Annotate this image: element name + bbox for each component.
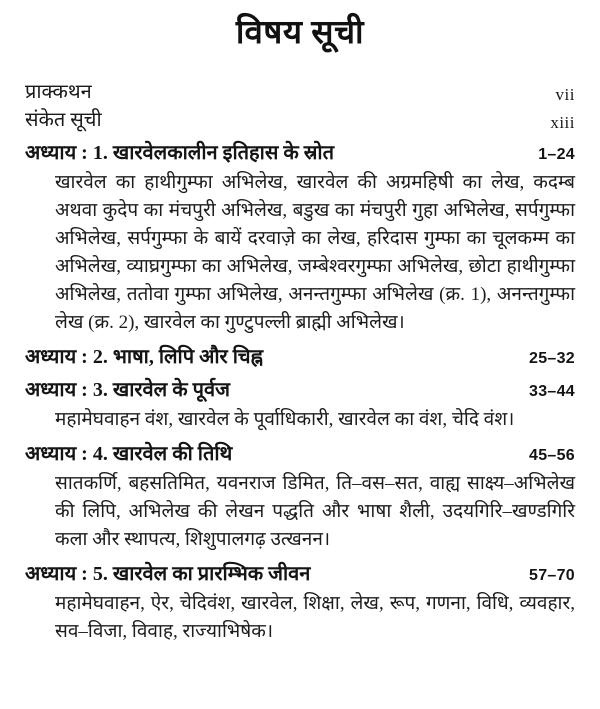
chapter-entry-2 [25,342,575,370]
chapter-entry-3 [25,375,575,403]
front-matter-row [25,105,575,133]
chapter-description: महामेघवाहन वंश, खारवेल के पूर्वाधिकारी, खारवेल का वंश, चेदि वंश। [55,409,515,430]
front-matter-row [25,77,575,105]
front-matter-label: प्राक्कथन [25,81,92,103]
chapter-page-range: 45–56 [529,447,575,464]
chapter-heading: अध्याय : 2. भाषा, लिपि और चिह्न [25,346,264,368]
chapter-page-range: 57–70 [529,567,575,584]
chapter-entry-4 [25,439,575,467]
chapter-description: महामेघवाहन, ऐर, चेदिवंश, खारवेल, शिक्षा, लेख, रूप, गणना, विधि, व्यवहार, सव–विजा, विवाह, राज्याभिषेक। [55,593,575,642]
chapter-description: खारवेल का हाथीगुम्फा अभिलेख, खारवेल की अग्रमहिषी का लेख, कदम्ब अथवा कुदेप का मंचपुरी अभिलेख, बडुख का मंचपुरी गुहा अभिलेख, सर्पगुम्फा अभिलेख, सर्पगुम्फा के बायें दरवाज़े का लेख, हरिदास गुम्फा का चूलकम्म का अभिलेख, व्याघ्रगुम्फा का अभिलेख, जम्बेश्वरगुम्फा अभिलेख, छोटा हाथीगुम्फा अभिलेख, ततोवा गुम्फा अभिलेख, अनन्तगुम्फा अभिलेख (क्र. 1), अनन्तगुम्फा लेख (क्र. 2), खारवेल का गुण्टुपल्ली ब्राह्मी अभिलेख। [55,172,575,333]
chapter-heading: अध्याय : 5. खारवेल का प्रारम्भिक जीवन [25,563,311,585]
chapter-page-range: 33–44 [529,383,575,400]
page-title: विषय सूची [235,15,365,51]
chapter-heading: अध्याय : 4. खारवेल की तिथि [25,443,233,465]
chapter-heading: अध्याय : 1. खारवेलकालीन इतिहास के स्रोत [25,142,334,164]
chapter-page-range: 25–32 [529,350,575,367]
front-matter-label: संकेत सूची [25,109,102,131]
chapter-description: सातकर्णि, बहसतिमित, यवनराज डिमित, ति–वस–सत, वाह्य साक्ष्य–अभिलेख की लिपि, अभिलेख की लेखन पद्धति और भाषा शैली, उदयगिरि–खण्डगिरि कला और स्थापत्य, शिशुपालगढ़ उत्खनन। [55,473,575,550]
front-matter-page-number: vii [555,85,575,104]
chapter-entry-5 [25,559,575,587]
chapter-entry-1 [25,138,575,166]
front-matter-page-number: xiii [550,113,575,132]
chapter-page-range: 1–24 [538,146,575,163]
chapter-heading: अध्याय : 3. खारवेल के पूर्वज [25,379,230,401]
